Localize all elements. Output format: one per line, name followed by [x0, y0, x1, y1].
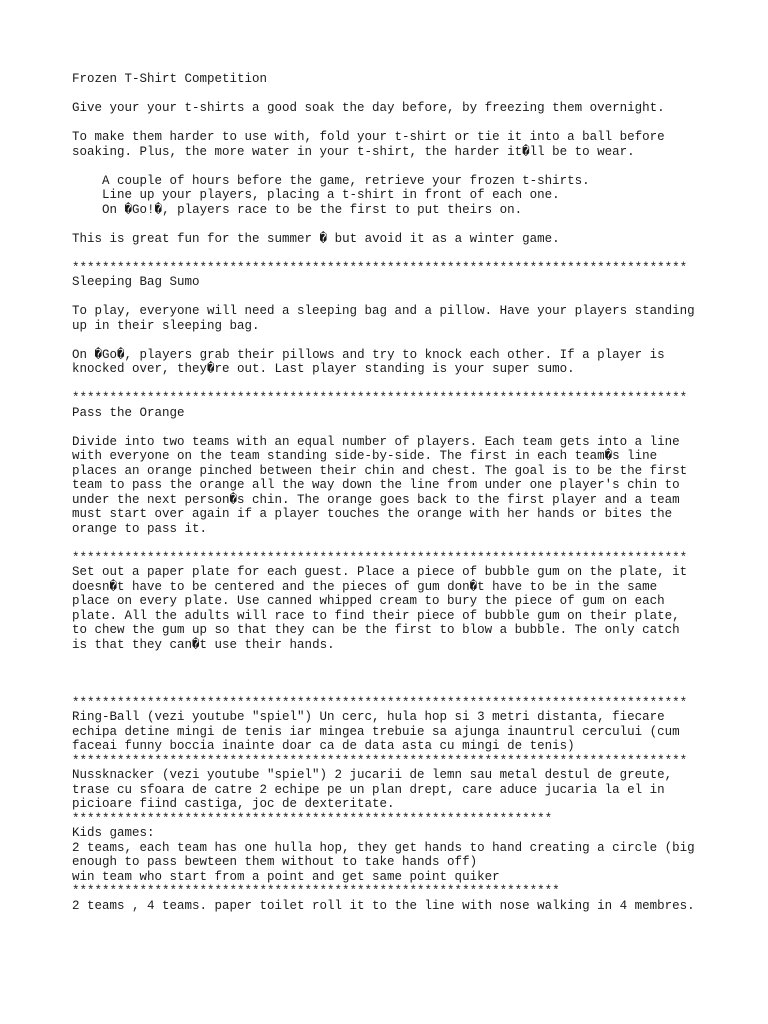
text-line: On �Go�, players grab their pillows and try to knock each other. If a player is — [72, 347, 665, 362]
text-line: Set out a paper plate for each guest. Place a piece of bubble gum on the plate, it — [72, 565, 688, 579]
text-line: Nussknacker (vezi youtube "spiel") 2 jucarii de lemn sau metal destul de greute, — [72, 768, 673, 782]
separator-line: ********************************************************************************** — [72, 391, 688, 405]
blank-line — [72, 116, 712, 131]
text-line: soaking. Plus, the more water in your t-shirt, the harder it�ll be to wear. — [72, 144, 635, 159]
blank-line — [72, 217, 712, 232]
document-body — [72, 72, 712, 913]
text-line: 2 teams, each team has one hulla hop, they get hands to hand creating a circle (big — [72, 840, 695, 855]
separator-line: ********************************************************************************** — [72, 550, 688, 565]
text-line: faceai funny boccia inainte doar ca de data asta cu mingi de tenis) — [72, 739, 575, 753]
text-line: trase cu sfoara de catre 2 echipe pe un plan drept, care aduce jucaria la el in — [72, 782, 665, 797]
text-line: with everyone on the team standing side-by-side. The first in each team�s line — [72, 449, 658, 463]
blank-line — [72, 667, 712, 682]
text-line: must start over again if a player touches the orange with her hands or bites the — [72, 507, 673, 521]
blank-line — [72, 652, 712, 667]
text-line: Line up your players, placing a t-shirt in front of each one. — [72, 188, 560, 202]
text-line: Sleeping Bag Sumo — [72, 275, 200, 289]
text-line: up in their sleeping bag. — [72, 318, 260, 333]
text-line: win team who start from a point and get same point quiker — [72, 869, 500, 884]
text-line: to chew the gum up so that they can be the first to blow a bubble. The only catch — [72, 623, 680, 637]
blank-line — [72, 290, 712, 305]
blank-line — [72, 377, 712, 392]
text-line: Kids games: — [72, 826, 155, 840]
separator-line: ***************************************************************** — [72, 884, 560, 898]
text-line: team to pass the orange all the way down the line from under one player's chin to — [72, 478, 680, 492]
text-line: Divide into two teams with an equal number of players. Each team gets into a line — [72, 434, 680, 449]
text-line: enough to pass bewteen them without to take hands off) — [72, 855, 478, 869]
separator-line: **************************************************************** — [72, 811, 553, 826]
text-line: knocked over, they�re out. Last player standing is your super sumo. — [72, 362, 575, 376]
blank-line — [72, 333, 712, 348]
blank-line — [72, 536, 712, 551]
text-line: doesn�t have to be centered and the pieces of gum don�t have to be in the same — [72, 579, 658, 594]
text-line: Ring-Ball (vezi youtube "spiel") Un cerc, hula hop si 3 metri distanta, fiecare — [72, 710, 665, 724]
blank-line — [72, 159, 712, 174]
separator-line: ********************************************************************************** — [72, 260, 688, 275]
blank-line — [72, 681, 712, 696]
text-line: picioare fiind castiga, joc de dexteritate. — [72, 797, 395, 811]
text-line: To play, everyone will need a sleeping bag and a pillow. Have your players standing — [72, 304, 695, 318]
text-line: echipa detine mingi de tenis iar mingea trebuie sa ajunga inauntrul cercului (cum — [72, 724, 680, 739]
text-line: Pass the Orange — [72, 405, 185, 420]
blank-line — [72, 420, 712, 435]
separator-line: ********************************************************************************** — [72, 695, 688, 710]
text-line: places an orange pinched between their chin and chest. The goal is to be the first — [72, 463, 688, 478]
text-line: A couple of hours before the game, retrieve your frozen t-shirts. — [72, 173, 590, 188]
text-line: place on every plate. Use canned whipped cream to bury the piece of gum on each — [72, 594, 665, 608]
text-line: plate. All the adults will race to find their piece of bubble gum on their plate, — [72, 608, 680, 623]
text-line: under the next person�s chin. The orange goes back to the first player and a team — [72, 492, 680, 507]
blank-line — [72, 87, 712, 102]
blank-line — [72, 246, 712, 261]
text-line: To make them harder to use with, fold your t-shirt or tie it into a ball before — [72, 130, 665, 144]
text-line: 2 teams , 4 teams. paper toilet roll it to the line with nose walking in 4 membres. — [72, 898, 695, 913]
text-line: On �Go!�, players race to be the first to put theirs on. — [72, 202, 523, 217]
text-line: Give your your t-shirts a good soak the day before, by freezing them overnight. — [72, 101, 665, 115]
separator-line: ********************************************************************************** — [72, 753, 688, 768]
text-line: This is great fun for the summer � but avoid it as a winter game. — [72, 231, 560, 246]
text-line: Frozen T-Shirt Competition — [72, 72, 268, 86]
text-line: is that they can�t use their hands. — [72, 637, 335, 652]
text-line: orange to pass it. — [72, 521, 208, 536]
